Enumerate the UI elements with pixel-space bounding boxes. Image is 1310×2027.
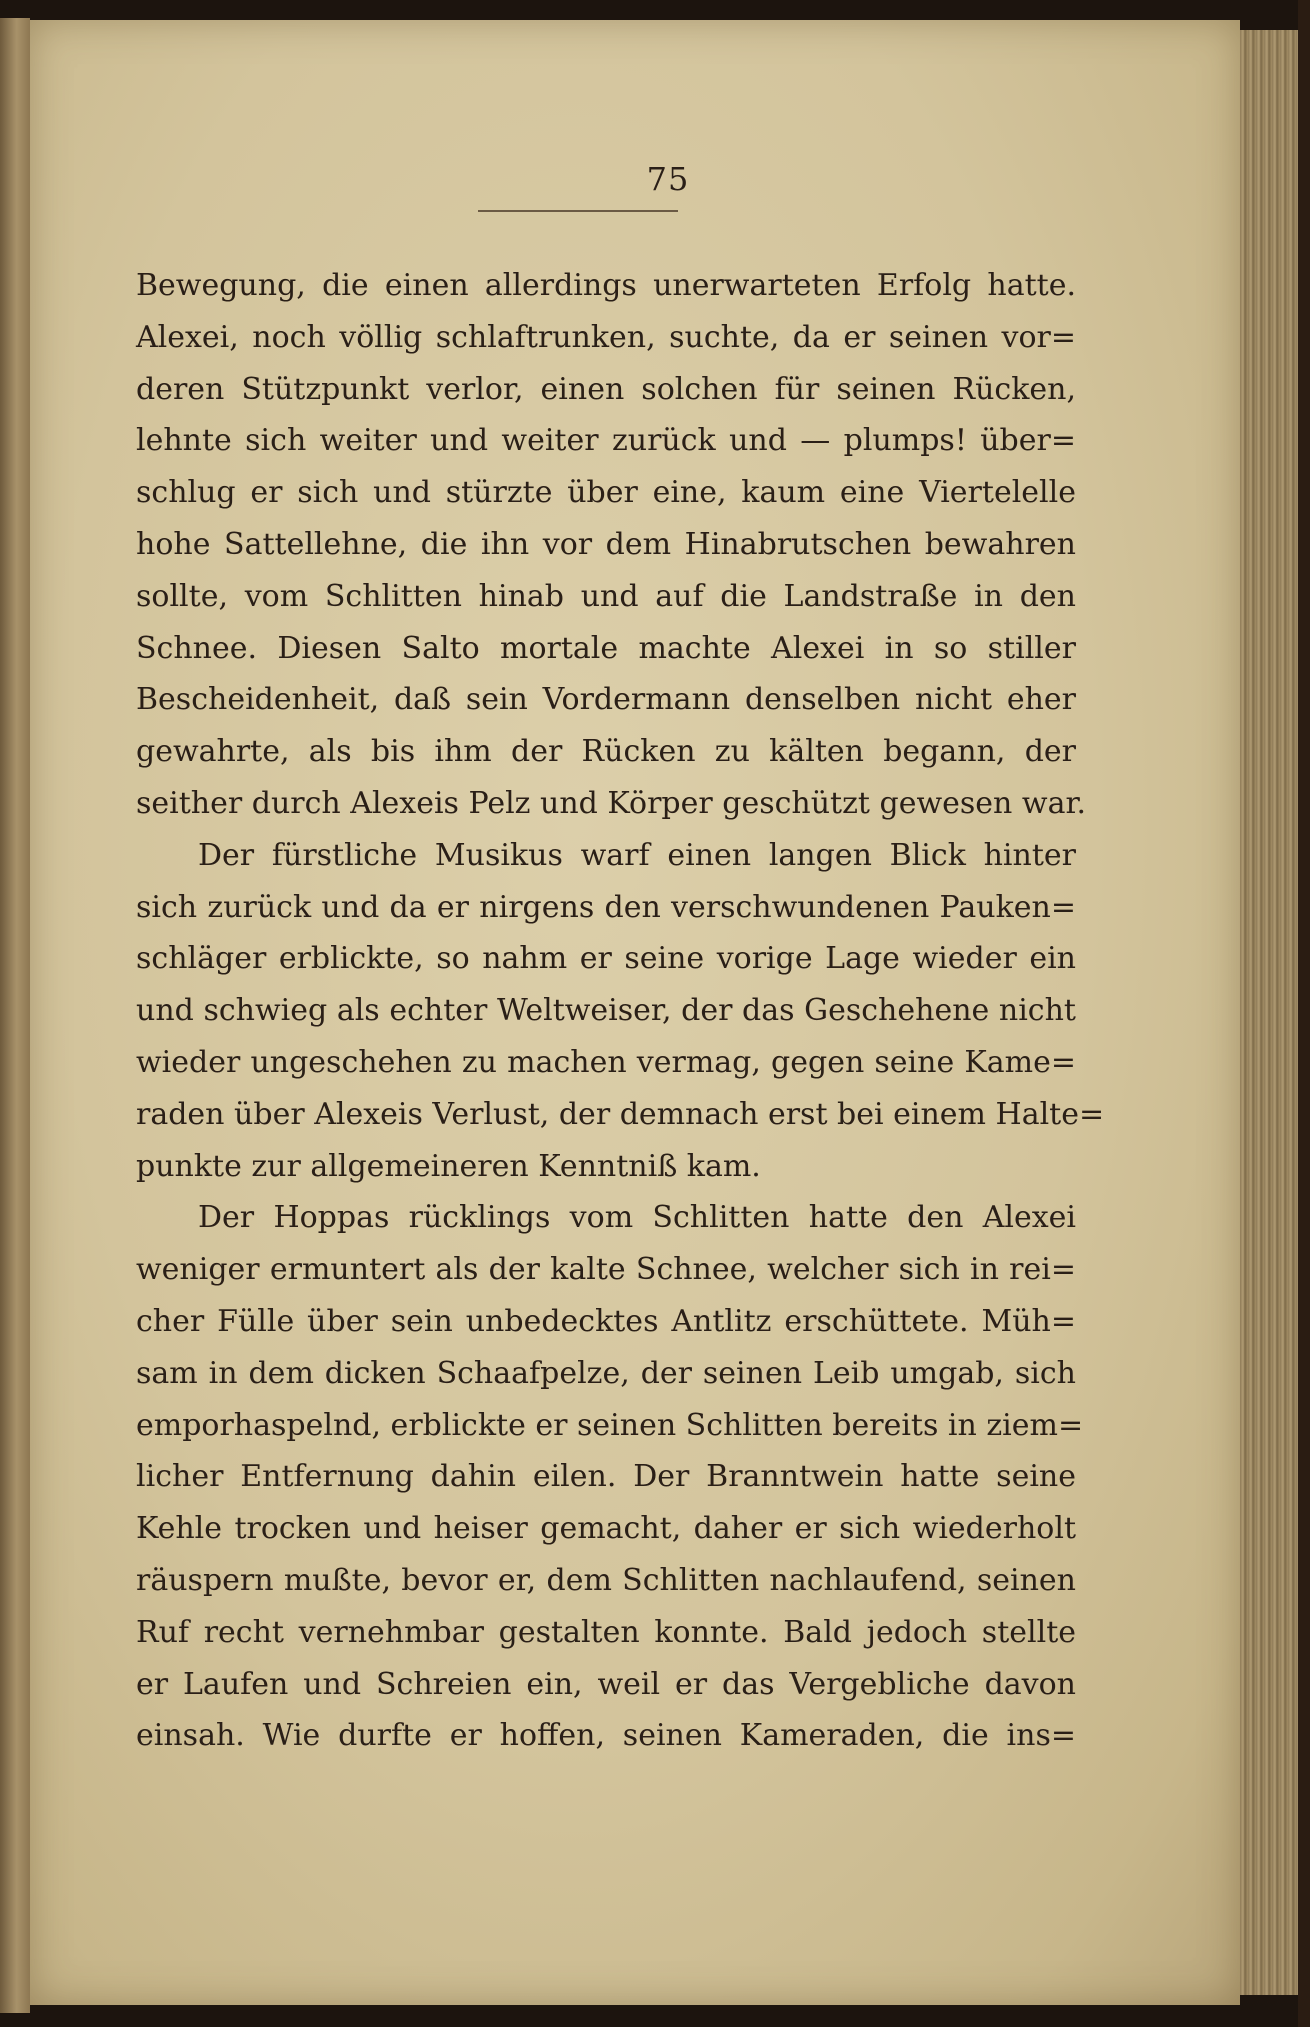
text-line: Bewegung, die einen allerdings unerwarteten Erfolg hatte. [136, 268, 1076, 303]
text-line: weniger ermuntert als der kalte Schnee, welcher sich in rei= [136, 1252, 1076, 1288]
text-line: räuspern mußte, bevor er, dem Schlitten nachlaufend, seinen [136, 1562, 1076, 1598]
text-line: wieder ungeschehen zu machen vermag, gegen seine Kame= [136, 1044, 1076, 1080]
text-line: er Laufen und Schreien ein, weil er das Vergebliche davon [136, 1666, 1076, 1702]
page-number: 75 [646, 160, 690, 198]
text-line: einsah. Wie durfte er hoffen, seinen Kameraden, die ins= [136, 1718, 1076, 1754]
previous-page-edge [0, 18, 30, 2013]
header-rule [478, 210, 678, 212]
text-line: Alexei, noch völlig schlaftrunken, suchte, da er seinen vor= [136, 319, 1076, 355]
text-line: licher Entfernung dahin eilen. Der Branntwein hatte seine [136, 1459, 1076, 1495]
text-line: deren Stützpunkt verlor, einen solchen für seinen Rücken, [136, 371, 1076, 407]
text-line: hohe Sattellehne, die ihn vor dem Hinabrutschen bewahren [136, 526, 1076, 562]
text-line: Ruf recht vernehmbar gestalten konnte. Bald jedoch stellte [136, 1614, 1076, 1650]
text-line: raden über Alexeis Verlust, der demnach erst bei einem Halte= [136, 1096, 1105, 1132]
text-line: sollte, vom Schlitten hinab und auf die Landstraße in den [136, 578, 1076, 614]
text-line: cher Fülle über sein unbedecktes Antlitz erschüttete. Müh= [136, 1303, 1076, 1339]
page-edges [1240, 30, 1298, 1995]
text-line: und schwieg als echter Weltweiser, der das Geschehene nicht [136, 993, 1076, 1029]
text-line: Bescheidenheit, daß sein Vordermann denselben nicht eher [136, 682, 1076, 718]
text-line: schläger erblickte, so nahm er seine vorige Lage wieder ein [136, 941, 1076, 977]
body-text [136, 260, 1105, 1762]
text-line: sich zurück und da er nirgens den verschwundenen Pauken= [136, 889, 1076, 925]
text-line: Der fürstliche Musikus warf einen langen Blick hinter [198, 837, 1076, 873]
text-line: lehnte sich weiter und weiter zurück und — plumps! über= [136, 423, 1076, 459]
text-line: punkte zur allgemeineren Kenntniß kam. [136, 1148, 761, 1184]
book-cover-edge [1298, 0, 1310, 2027]
text-line: Schnee. Diesen Salto mortale machte Alexei in so stiller [136, 630, 1076, 666]
text-line: sam in dem dicken Schaafpelze, der seinen Leib umgab, sich [136, 1355, 1076, 1391]
text-line: Der Hoppas rücklings vom Schlitten hatte den Alexei [198, 1200, 1076, 1236]
text-line: schlug er sich und stürzte über eine, kaum eine Viertelelle [136, 475, 1076, 511]
text-line: emporhaspelnd, erblickte er seinen Schlitten bereits in ziem= [136, 1407, 1084, 1443]
text-line: seither durch Alexeis Pelz und Körper geschützt gewesen war. [136, 785, 1087, 821]
text-line: gewahrte, als bis ihm der Rücken zu kälten begann, der [136, 734, 1076, 770]
text-line: Kehle trocken und heiser gemacht, daher er sich wiederholt [136, 1511, 1076, 1547]
